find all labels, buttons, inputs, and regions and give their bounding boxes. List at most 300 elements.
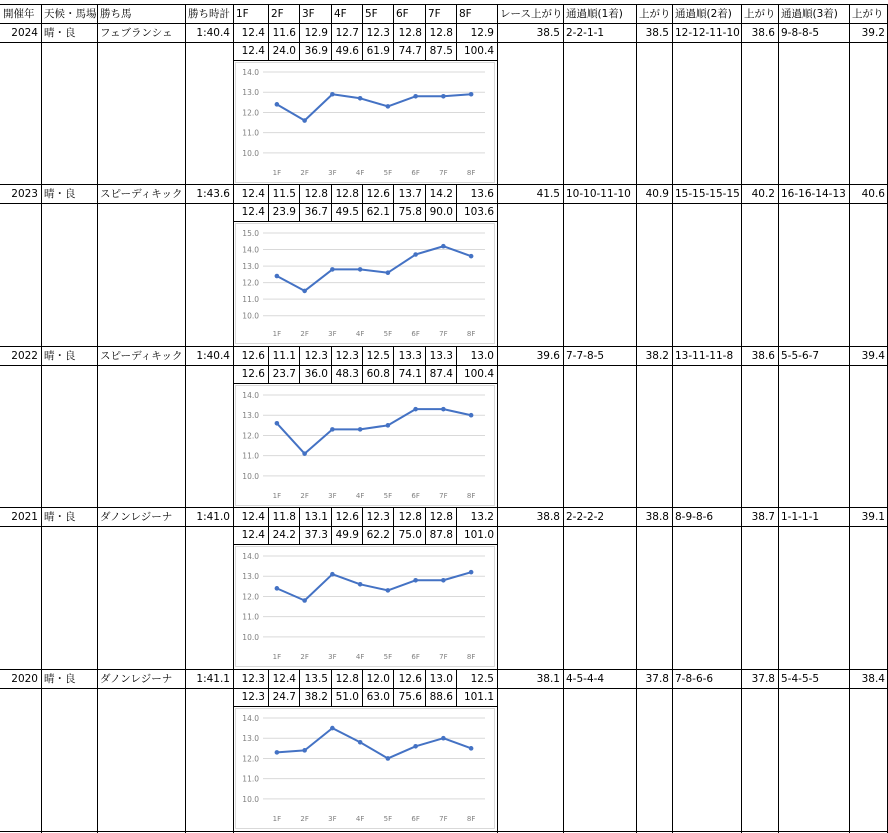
lap-time: 13.6: [470, 188, 494, 200]
race-last-3f: 38.8: [536, 511, 560, 523]
x-tick-label: 7F: [439, 169, 448, 177]
cumulative-time: 61.9: [366, 45, 390, 57]
y-tick-label: 13.0: [242, 572, 259, 582]
header-lap: 1F: [236, 8, 249, 20]
header-last3: 上がり: [852, 8, 884, 20]
cumulative-time: 74.1: [398, 368, 422, 380]
y-tick-label: 14.0: [242, 245, 259, 255]
lap-time: 13.0: [470, 350, 494, 362]
data-point: [302, 289, 307, 294]
passing-order-3rd: 1-1-1-1: [781, 511, 820, 523]
cumulative-time: 87.5: [429, 45, 453, 57]
column-border: [393, 347, 394, 383]
lap-time: 13.1: [304, 511, 328, 523]
header-weather: 天候・馬場: [44, 8, 97, 20]
y-tick-label: 10.0: [242, 794, 259, 804]
cumulative-time: 12.4: [241, 529, 265, 541]
x-tick-label: 3F: [328, 815, 337, 823]
data-point: [275, 421, 280, 426]
data-point: [386, 270, 391, 275]
last-3f-1st: 38.5: [645, 27, 669, 39]
header-time: 勝ち時計: [188, 8, 230, 20]
header-lap: 5F: [365, 8, 378, 20]
header-last2: 上がり: [744, 8, 776, 20]
race-time: 1:43.6: [196, 188, 230, 200]
lap-time: 12.4: [241, 27, 265, 39]
x-tick-label: 8F: [466, 330, 476, 338]
data-point: [302, 451, 307, 456]
cumulative-time: 23.7: [272, 368, 296, 380]
lap-time: 13.0: [429, 673, 453, 685]
column-border: [299, 5, 300, 23]
column-border: [362, 185, 363, 221]
lap-chart-svg: [235, 223, 495, 344]
data-point: [302, 598, 307, 603]
column-border: [299, 347, 300, 383]
cumulative-time: 12.3: [241, 691, 265, 703]
data-point: [441, 94, 446, 99]
lap-time: 11.1: [272, 350, 296, 362]
lap-chart-svg: [235, 62, 495, 183]
column-border: [331, 670, 332, 706]
x-tick-label: 1F: [272, 492, 282, 500]
y-tick-label: 13.0: [242, 734, 259, 744]
x-tick-label: 2F: [300, 492, 309, 500]
column-border: [425, 24, 426, 60]
cumulative-time: 24.2: [272, 529, 296, 541]
lap-chart: [235, 223, 495, 344]
column-border: [456, 185, 457, 221]
x-tick-label: 7F: [439, 330, 448, 338]
header-winner: 勝ち馬: [100, 8, 132, 20]
lap-time: 14.2: [429, 188, 453, 200]
x-tick-label: 5F: [383, 330, 393, 338]
y-tick-label: 11.0: [242, 451, 259, 461]
x-tick-label: 7F: [439, 653, 448, 661]
last-3f-3rd: 40.6: [861, 188, 885, 200]
lap-time: 12.6: [366, 188, 390, 200]
column-border: [331, 185, 332, 221]
column-border: [331, 24, 332, 60]
x-tick-label: 6F: [411, 169, 420, 177]
passing-order-3rd: 5-5-6-7: [781, 350, 820, 362]
column-border: [456, 347, 457, 383]
y-tick-label: 14.0: [242, 391, 259, 400]
y-tick-label: 13.0: [242, 411, 259, 421]
data-point: [330, 92, 335, 97]
cumulative-time: 36.7: [304, 206, 328, 218]
lap-time: 12.9: [304, 27, 328, 39]
y-tick-label: 13.0: [242, 262, 259, 272]
data-point: [413, 744, 418, 749]
cumulative-time: 24.0: [272, 45, 296, 57]
lap-time: 13.2: [470, 511, 494, 523]
data-point: [358, 582, 363, 587]
race-weather: 晴・良: [44, 350, 76, 362]
data-point: [358, 96, 363, 101]
x-tick-label: 2F: [300, 815, 309, 823]
lap-time: 12.4: [272, 673, 296, 685]
y-tick-label: 15.0: [242, 229, 259, 238]
column-border: [268, 347, 269, 383]
data-point: [386, 588, 391, 593]
data-point: [330, 572, 335, 577]
lap-time: 12.0: [366, 673, 390, 685]
header-lap: 3F: [302, 8, 315, 20]
data-point: [386, 756, 391, 761]
header-pass1: 通過順(1着): [566, 8, 623, 20]
header-pass3: 通過順(3着): [781, 8, 838, 20]
passing-order-3rd: 16-16-14-13: [781, 188, 846, 200]
cumulative-time: 62.1: [366, 206, 390, 218]
y-tick-label: 11.0: [242, 774, 259, 784]
data-point: [469, 92, 474, 97]
last-3f-1st: 40.9: [645, 188, 669, 200]
row-border: [0, 23, 888, 24]
lap-time: 12.3: [335, 350, 359, 362]
column-border: [268, 508, 269, 544]
column-border: [849, 5, 850, 833]
race-time: 1:40.4: [196, 27, 230, 39]
y-tick-label: 12.0: [242, 278, 259, 288]
column-border: [362, 670, 363, 706]
column-border: [497, 5, 498, 833]
x-tick-label: 6F: [411, 330, 420, 338]
data-point: [413, 407, 418, 412]
header-pass2: 通過順(2着): [675, 8, 732, 20]
data-point: [441, 244, 446, 249]
column-border: [456, 5, 457, 23]
y-tick-label: 10.0: [242, 311, 259, 321]
x-tick-label: 1F: [272, 653, 282, 661]
y-tick-label: 14.0: [242, 714, 259, 723]
column-border: [41, 5, 42, 833]
x-tick-label: 5F: [383, 815, 393, 823]
lap-time: 13.5: [304, 673, 328, 685]
header-lap: 2F: [271, 8, 284, 20]
passing-order-3rd: 5-4-5-5: [781, 673, 820, 685]
y-tick-label: 12.0: [242, 754, 259, 764]
data-point: [386, 423, 391, 428]
cumulative-time: 23.9: [272, 206, 296, 218]
column-border: [362, 508, 363, 544]
data-point: [413, 578, 418, 583]
y-tick-label: 10.0: [242, 471, 259, 481]
lap-time: 12.3: [366, 27, 390, 39]
race-year: 2022: [11, 350, 38, 362]
lap-time: 11.8: [272, 511, 296, 523]
last-3f-1st: 38.8: [645, 511, 669, 523]
column-border: [331, 347, 332, 383]
lap-time: 12.6: [398, 673, 422, 685]
x-tick-label: 2F: [300, 169, 309, 177]
last-3f-2nd: 38.6: [751, 27, 775, 39]
lap-time: 11.5: [272, 188, 296, 200]
column-border: [741, 5, 742, 833]
column-border: [393, 5, 394, 23]
header-lap: 4F: [334, 8, 347, 20]
x-tick-label: 4F: [355, 492, 365, 500]
cumulative-time: 37.3: [304, 529, 328, 541]
x-tick-label: 5F: [383, 169, 393, 177]
race-weather: 晴・良: [44, 27, 76, 39]
cumulative-time: 49.5: [335, 206, 359, 218]
cumulative-time: 51.0: [335, 691, 359, 703]
lap-time: 12.6: [335, 511, 359, 523]
row-border: [233, 706, 497, 707]
lap-chart: [235, 708, 495, 829]
last-3f-1st: 38.2: [645, 350, 669, 362]
y-tick-label: 11.0: [242, 612, 259, 622]
race-year: 2024: [11, 27, 38, 39]
lap-time: 12.5: [366, 350, 390, 362]
lap-time: 12.5: [470, 673, 494, 685]
data-point: [275, 102, 280, 107]
y-tick-label: 12.0: [242, 431, 259, 441]
chart-area: [236, 224, 495, 344]
x-tick-label: 5F: [383, 653, 393, 661]
data-point: [386, 104, 391, 109]
x-tick-label: 8F: [466, 815, 476, 823]
race-weather: 晴・良: [44, 673, 76, 685]
passing-order-2nd: 15-15-15-15: [675, 188, 740, 200]
race-winner: スピーディキック: [100, 350, 183, 362]
data-point: [330, 267, 335, 272]
lap-time: 12.8: [398, 27, 422, 39]
last-3f-3rd: 39.4: [861, 350, 885, 362]
passing-order-1st: 2-2-2-2: [566, 511, 605, 523]
lap-time: 13.7: [398, 188, 422, 200]
race-time: 1:40.4: [196, 350, 230, 362]
y-tick-label: 10.0: [242, 148, 259, 158]
column-border: [299, 185, 300, 221]
column-border: [456, 508, 457, 544]
column-border: [299, 24, 300, 60]
data-point: [469, 570, 474, 575]
lap-time: 12.9: [470, 27, 494, 39]
data-point: [469, 746, 474, 751]
row-border: [0, 669, 888, 670]
header-lap: 8F: [459, 8, 472, 20]
column-border: [672, 5, 673, 833]
cumulative-time: 101.1: [463, 691, 494, 703]
data-point: [358, 740, 363, 745]
column-border: [393, 24, 394, 60]
x-tick-label: 3F: [328, 169, 337, 177]
data-point: [358, 267, 363, 272]
header-last1: 上がり: [639, 8, 671, 20]
cumulative-time: 12.4: [241, 45, 265, 57]
data-point: [330, 427, 335, 432]
lap-time: 12.3: [304, 350, 328, 362]
column-border: [233, 5, 234, 833]
race-winner: ダノンレジーナ: [100, 673, 173, 685]
race-last-3f: 39.6: [536, 350, 560, 362]
race-winner: スピーディキック: [100, 188, 183, 200]
data-point: [441, 407, 446, 412]
passing-order-1st: 4-5-4-4: [566, 673, 605, 685]
lap-time: 12.8: [398, 511, 422, 523]
row-border: [0, 365, 888, 366]
column-border: [456, 24, 457, 60]
race-last-3f: 38.1: [536, 673, 560, 685]
cumulative-time: 103.6: [463, 206, 494, 218]
cumulative-time: 62.2: [366, 529, 390, 541]
x-tick-label: 3F: [328, 653, 337, 661]
passing-order-2nd: 7-8-6-6: [675, 673, 714, 685]
last-3f-1st: 37.8: [645, 673, 669, 685]
column-border: [185, 5, 186, 833]
x-tick-label: 3F: [328, 492, 337, 500]
data-point: [275, 586, 280, 591]
cumulative-time: 12.4: [241, 206, 265, 218]
header-race-last: レース上がり: [500, 8, 563, 20]
row-border: [0, 42, 888, 43]
x-tick-label: 8F: [466, 492, 476, 500]
passing-order-1st: 10-10-11-10: [566, 188, 631, 200]
lap-time: 12.3: [241, 673, 265, 685]
header-lap: 7F: [428, 8, 441, 20]
x-tick-label: 5F: [383, 492, 393, 500]
data-point: [441, 578, 446, 583]
cumulative-time: 48.3: [335, 368, 359, 380]
column-border: [456, 670, 457, 706]
row-border: [0, 526, 888, 527]
last-3f-3rd: 38.4: [861, 673, 885, 685]
column-border: [331, 5, 332, 23]
cumulative-time: 12.6: [241, 368, 265, 380]
row-border: [0, 688, 888, 689]
data-point: [302, 118, 307, 123]
column-border: [268, 185, 269, 221]
row-border: [0, 4, 888, 5]
cumulative-time: 63.0: [366, 691, 390, 703]
cumulative-time: 100.4: [463, 45, 494, 57]
data-point: [413, 94, 418, 99]
cumulative-time: 24.7: [272, 691, 296, 703]
cumulative-time: 87.8: [429, 529, 453, 541]
column-border: [425, 347, 426, 383]
x-tick-label: 7F: [439, 492, 448, 500]
column-border: [425, 670, 426, 706]
row-border: [0, 346, 888, 347]
race-weather: 晴・良: [44, 511, 76, 523]
header-lap: 6F: [396, 8, 409, 20]
x-tick-label: 6F: [411, 653, 420, 661]
cumulative-time: 60.8: [366, 368, 390, 380]
y-tick-label: 14.0: [242, 68, 259, 77]
race-year: 2021: [11, 511, 38, 523]
passing-order-1st: 2-2-1-1: [566, 27, 605, 39]
column-border: [393, 185, 394, 221]
lap-chart-svg: [235, 546, 495, 667]
lap-time: 12.4: [241, 511, 265, 523]
passing-order-3rd: 9-8-8-5: [781, 27, 820, 39]
race-last-3f: 41.5: [536, 188, 560, 200]
y-tick-label: 13.0: [242, 88, 259, 98]
x-tick-label: 4F: [355, 653, 365, 661]
lap-time: 11.6: [272, 27, 296, 39]
data-point: [469, 254, 474, 259]
cumulative-time: 74.7: [398, 45, 422, 57]
y-tick-label: 12.0: [242, 108, 259, 118]
race-year: 2020: [11, 673, 38, 685]
column-border: [636, 5, 637, 833]
chart-area: [236, 709, 495, 829]
y-tick-label: 14.0: [242, 552, 259, 561]
lap-time: 12.8: [304, 188, 328, 200]
x-tick-label: 8F: [466, 653, 476, 661]
x-tick-label: 4F: [355, 815, 365, 823]
x-tick-label: 2F: [300, 330, 309, 338]
lap-chart: [235, 385, 495, 506]
x-tick-label: 4F: [355, 169, 365, 177]
x-tick-label: 3F: [328, 330, 337, 338]
cumulative-time: 36.0: [304, 368, 328, 380]
cumulative-time: 90.0: [429, 206, 453, 218]
column-border: [393, 508, 394, 544]
row-border: [0, 507, 888, 508]
x-tick-label: 8F: [466, 169, 476, 177]
y-tick-label: 12.0: [242, 592, 259, 602]
passing-order-1st: 7-7-8-5: [566, 350, 605, 362]
column-border: [362, 5, 363, 23]
column-border: [425, 185, 426, 221]
data-point: [469, 413, 474, 418]
column-border: [425, 5, 426, 23]
column-border: [97, 5, 98, 833]
passing-order-2nd: 12-12-11-10: [675, 27, 740, 39]
x-tick-label: 6F: [411, 815, 420, 823]
lap-time: 12.8: [429, 511, 453, 523]
last-3f-2nd: 37.8: [751, 673, 775, 685]
column-border: [268, 24, 269, 60]
race-winner: ダノンレジーナ: [100, 511, 173, 523]
x-tick-label: 7F: [439, 815, 448, 823]
lap-chart-svg: [235, 385, 495, 506]
x-tick-label: 4F: [355, 330, 365, 338]
column-border: [393, 670, 394, 706]
passing-order-2nd: 13-11-11-8: [675, 350, 734, 362]
cumulative-time: 75.6: [398, 691, 422, 703]
row-border: [233, 544, 497, 545]
race-last-3f: 38.5: [536, 27, 560, 39]
cumulative-time: 49.6: [335, 45, 359, 57]
chart-area: [236, 547, 495, 667]
lap-time: 12.8: [335, 188, 359, 200]
chart-area: [236, 63, 495, 183]
x-tick-label: 1F: [272, 169, 282, 177]
row-border: [233, 383, 497, 384]
y-tick-label: 10.0: [242, 632, 259, 642]
cumulative-time: 49.9: [335, 529, 359, 541]
row-border: [0, 184, 888, 185]
x-tick-label: 1F: [272, 815, 282, 823]
row-border: [233, 221, 497, 222]
row-border: [0, 831, 888, 832]
cumulative-time: 75.0: [398, 529, 422, 541]
column-border: [425, 508, 426, 544]
passing-order-2nd: 8-9-8-6: [675, 511, 714, 523]
lap-time: 13.3: [429, 350, 453, 362]
last-3f-2nd: 40.2: [751, 188, 775, 200]
row-border: [233, 60, 497, 61]
race-year: 2023: [11, 188, 38, 200]
column-border: [299, 508, 300, 544]
lap-time: 12.6: [241, 350, 265, 362]
last-3f-2nd: 38.6: [751, 350, 775, 362]
column-border: [268, 5, 269, 23]
